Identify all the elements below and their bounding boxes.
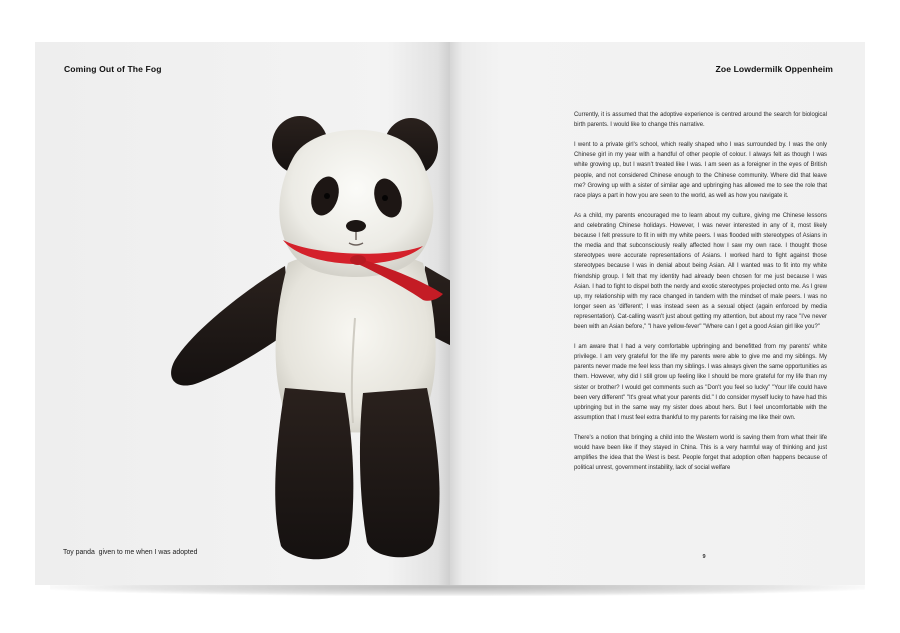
body-paragraph: I am aware that I had a very comfortable upbringing and benefitted from my parents' white privilege. I am very grateful for the life my parents were able to give me and my siblings. My parents never made me feel less than my siblings. I was always given the same opportunities as them. However, why did I still grow up feeling like I should be more grateful for my life than my sister or brother? I would get comments such as "Don't you feel so lucky" "Your life could have been very different" "It's great what your parents did." I do consider myself lucky to have had this upbringing but in the same way my sister does about hers. But I feel uncomfortable with the assumption that I must feel extra thankful to my parents for raising me like their own.	[574, 344, 827, 421]
right-page	[450, 42, 865, 585]
figure-caption: Toy panda given to me when I was adopted	[63, 549, 198, 556]
body-paragraph: As a child, my parents encouraged me to learn about my culture, giving me Chinese lessons and celebrating Chinese holidays. However, I was never interested in any of it, most likely because I felt pressure to fit in with my white peers. I was flooded with stereotypes of Asians in the media and that subconsciously really affected how I saw my own race. I thought those stereotypes were accurate representations of Asians. I worked hard to fight against those stereotypes because I was in denial about being Asian. All I wanted was to fit into my white friendship group. I felt that my identity had already been chosen for me just because I was Asian. I had to fight to dispel both the nerdy and exotic stereotypes projected onto me. As I grew up, my relationship with my race changed in tandem with the mindset of male peers. I was no longer seen as 'different'; I was instead seen as a sexual object (again enforced by media representation). Cat-calling wasn't just about getting my attention, but about my race "I've never been with an Asian before," "I have yellow-fever" "Where can I get a good Asian girl like you?"	[574, 212, 827, 330]
right-leg	[360, 388, 440, 557]
right-running-head: Zoe Lowdermilk Oppenheim	[715, 64, 833, 74]
panda-nose	[346, 220, 366, 232]
page-number: 9	[702, 554, 706, 560]
body-paragraph: There's a notion that bringing a child into the Western world is saving them from what their life would have been like if they stayed in China. This is a very harmful way of thinking and just amplifies the idea that the West is best. People forget that adoption often happens because of political unrest, government instability, lack of social welfare	[574, 435, 827, 472]
body-paragraph: I went to a private girl's school, which really shaped who I was surrounded by. I was the only Chinese girl in my year with a handful of other people of colour. I always felt as though I was white growing up, but I wasn't treated like I was. I am seen as a foreigner in the eyes of British people, and not considered Chinese enough to the Chinese community. Where did that leave me? Growing up with a sister of similar age and upbringing has allowed me to see the role that race plays a part in how you are seen to the world, as well as how you navigate it.	[574, 142, 827, 199]
left-arm	[171, 266, 291, 386]
book-spread	[35, 42, 865, 585]
body-paragraph: Currently, it is assumed that the adoptive experience is centred around the search for biological birth parents. I would like to change this narrative.	[574, 112, 827, 129]
panda-plush-image	[153, 68, 450, 568]
left-page	[35, 42, 450, 585]
article-body	[574, 110, 827, 483]
left-running-head: Coming Out of The Fog	[64, 64, 162, 74]
left-leg	[275, 388, 353, 559]
